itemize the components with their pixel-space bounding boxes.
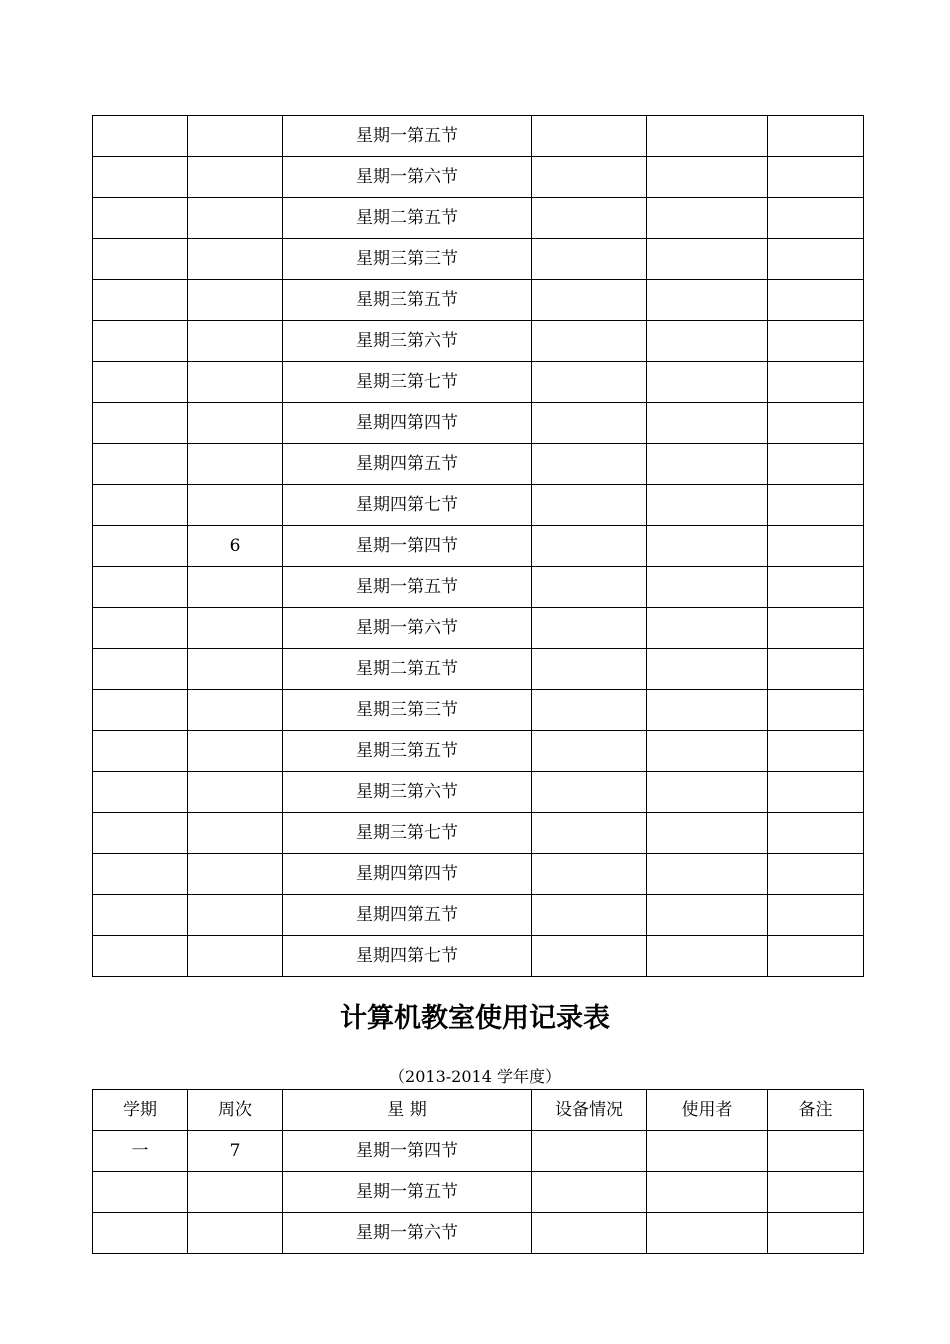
term-cell	[93, 813, 188, 854]
equipment-cell	[532, 772, 647, 813]
table-row	[93, 895, 864, 936]
equipment-cell	[532, 526, 647, 567]
user-cell	[647, 772, 768, 813]
notes-cell	[768, 1172, 864, 1213]
table-body	[93, 1131, 864, 1254]
header-notes: 备注	[768, 1090, 864, 1131]
table-row	[93, 936, 864, 977]
period-cell: 星期一第六节	[283, 157, 532, 198]
header-period: 星 期	[283, 1090, 532, 1131]
academic-year-subtitle: （2013-2014 学年度）	[389, 1067, 561, 1086]
term-cell	[93, 1172, 188, 1213]
term-cell: 一	[93, 1131, 188, 1172]
user-cell	[647, 239, 768, 280]
user-cell	[647, 608, 768, 649]
table-row	[93, 239, 864, 280]
week-cell	[188, 731, 283, 772]
period-cell: 星期三第七节	[283, 813, 532, 854]
notes-cell	[768, 198, 864, 239]
notes-cell	[768, 895, 864, 936]
equipment-cell	[532, 608, 647, 649]
period-cell: 星期一第五节	[283, 116, 532, 157]
notes-cell	[768, 403, 864, 444]
term-cell	[93, 895, 188, 936]
period-cell: 星期三第三节	[283, 690, 532, 731]
week-cell	[188, 321, 283, 362]
week-cell	[188, 1213, 283, 1254]
period-cell: 星期三第七节	[283, 362, 532, 403]
week-cell	[188, 1172, 283, 1213]
table-row	[93, 157, 864, 198]
equipment-cell	[532, 690, 647, 731]
usage-record-table-continued	[92, 115, 864, 977]
notes-cell	[768, 444, 864, 485]
table-row	[93, 649, 864, 690]
equipment-cell	[532, 813, 647, 854]
notes-cell	[768, 731, 864, 772]
table-row	[93, 567, 864, 608]
table-row	[93, 526, 864, 567]
equipment-cell	[532, 116, 647, 157]
notes-cell	[768, 1213, 864, 1254]
header-user: 使用者	[647, 1090, 768, 1131]
period-cell: 星期三第五节	[283, 280, 532, 321]
notes-cell	[768, 239, 864, 280]
table-row	[93, 608, 864, 649]
term-cell	[93, 198, 188, 239]
table-row	[93, 772, 864, 813]
notes-cell	[768, 567, 864, 608]
period-cell: 星期四第五节	[283, 895, 532, 936]
table-row	[93, 1213, 864, 1254]
user-cell	[647, 280, 768, 321]
user-cell	[647, 116, 768, 157]
notes-cell	[768, 608, 864, 649]
notes-cell	[768, 526, 864, 567]
user-cell	[647, 567, 768, 608]
table-row	[93, 854, 864, 895]
period-cell: 星期一第四节	[283, 526, 532, 567]
period-cell: 星期三第五节	[283, 731, 532, 772]
user-cell	[647, 485, 768, 526]
equipment-cell	[532, 280, 647, 321]
table-header-row	[93, 1090, 864, 1131]
user-cell	[647, 444, 768, 485]
table-row	[93, 321, 864, 362]
header-term: 学期	[93, 1090, 188, 1131]
week-cell	[188, 772, 283, 813]
week-cell	[188, 649, 283, 690]
table-row	[93, 280, 864, 321]
period-cell: 星期四第五节	[283, 444, 532, 485]
user-cell	[647, 321, 768, 362]
user-cell	[647, 403, 768, 444]
equipment-cell	[532, 198, 647, 239]
notes-cell	[768, 1131, 864, 1172]
week-cell	[188, 157, 283, 198]
equipment-cell	[532, 485, 647, 526]
term-cell	[93, 444, 188, 485]
week-cell	[188, 280, 283, 321]
notes-cell	[768, 116, 864, 157]
equipment-cell	[532, 362, 647, 403]
header-equipment: 设备情况	[532, 1090, 647, 1131]
user-cell	[647, 731, 768, 772]
period-cell: 星期四第四节	[283, 403, 532, 444]
period-cell: 星期四第七节	[283, 485, 532, 526]
notes-cell	[768, 649, 864, 690]
term-cell	[93, 690, 188, 731]
term-cell	[93, 403, 188, 444]
user-cell	[647, 362, 768, 403]
week-cell	[188, 895, 283, 936]
user-cell	[647, 936, 768, 977]
user-cell	[647, 1213, 768, 1254]
term-cell	[93, 116, 188, 157]
table-body	[93, 116, 864, 977]
term-cell	[93, 608, 188, 649]
period-cell: 星期一第四节	[283, 1131, 532, 1172]
period-cell: 星期一第五节	[283, 1172, 532, 1213]
period-cell: 星期二第五节	[283, 198, 532, 239]
term-cell	[93, 526, 188, 567]
term-cell	[93, 485, 188, 526]
period-cell: 星期一第六节	[283, 608, 532, 649]
term-cell	[93, 239, 188, 280]
week-cell	[188, 116, 283, 157]
equipment-cell	[532, 1213, 647, 1254]
week-cell	[188, 854, 283, 895]
table-row	[93, 362, 864, 403]
term-cell	[93, 157, 188, 198]
usage-record-table	[92, 1089, 864, 1254]
user-cell	[647, 526, 768, 567]
page-title: 计算机教室使用记录表	[340, 1003, 610, 1034]
equipment-cell	[532, 895, 647, 936]
period-cell: 星期四第七节	[283, 936, 532, 977]
equipment-cell	[532, 321, 647, 362]
term-cell	[93, 1213, 188, 1254]
term-cell	[93, 280, 188, 321]
table-row	[93, 198, 864, 239]
user-cell	[647, 1172, 768, 1213]
equipment-cell	[532, 1172, 647, 1213]
user-cell	[647, 813, 768, 854]
period-cell: 星期三第六节	[283, 321, 532, 362]
week-cell	[188, 362, 283, 403]
week-cell	[188, 239, 283, 280]
week-cell	[188, 485, 283, 526]
table-row	[93, 403, 864, 444]
equipment-cell	[532, 239, 647, 280]
week-cell: 6	[188, 526, 283, 567]
user-cell	[647, 1131, 768, 1172]
period-cell: 星期二第五节	[283, 649, 532, 690]
equipment-cell	[532, 731, 647, 772]
week-cell	[188, 444, 283, 485]
equipment-cell	[532, 854, 647, 895]
period-cell: 星期一第六节	[283, 1213, 532, 1254]
term-cell	[93, 772, 188, 813]
user-cell	[647, 690, 768, 731]
table-row	[93, 1131, 864, 1172]
table-row	[93, 690, 864, 731]
header-week: 周次	[188, 1090, 283, 1131]
term-cell	[93, 731, 188, 772]
week-cell	[188, 690, 283, 731]
equipment-cell	[532, 567, 647, 608]
term-cell	[93, 362, 188, 403]
notes-cell	[768, 772, 864, 813]
period-cell: 星期三第六节	[283, 772, 532, 813]
user-cell	[647, 198, 768, 239]
week-cell	[188, 567, 283, 608]
week-cell	[188, 813, 283, 854]
equipment-cell	[532, 1131, 647, 1172]
week-cell	[188, 936, 283, 977]
period-cell: 星期三第三节	[283, 239, 532, 280]
table-row	[93, 444, 864, 485]
term-cell	[93, 321, 188, 362]
week-cell	[188, 403, 283, 444]
notes-cell	[768, 280, 864, 321]
table-row	[93, 116, 864, 157]
table-row	[93, 813, 864, 854]
week-cell	[188, 198, 283, 239]
table-row	[93, 1172, 864, 1213]
user-cell	[647, 895, 768, 936]
equipment-cell	[532, 157, 647, 198]
term-cell	[93, 936, 188, 977]
equipment-cell	[532, 403, 647, 444]
term-cell	[93, 567, 188, 608]
notes-cell	[768, 813, 864, 854]
table-row	[93, 731, 864, 772]
equipment-cell	[532, 649, 647, 690]
notes-cell	[768, 485, 864, 526]
period-cell: 星期一第五节	[283, 567, 532, 608]
notes-cell	[768, 362, 864, 403]
table-row	[93, 485, 864, 526]
user-cell	[647, 157, 768, 198]
week-cell	[188, 608, 283, 649]
notes-cell	[768, 157, 864, 198]
notes-cell	[768, 690, 864, 731]
week-cell: 7	[188, 1131, 283, 1172]
user-cell	[647, 649, 768, 690]
notes-cell	[768, 321, 864, 362]
term-cell	[93, 854, 188, 895]
equipment-cell	[532, 936, 647, 977]
period-cell: 星期四第四节	[283, 854, 532, 895]
notes-cell	[768, 936, 864, 977]
user-cell	[647, 854, 768, 895]
notes-cell	[768, 854, 864, 895]
term-cell	[93, 649, 188, 690]
equipment-cell	[532, 444, 647, 485]
